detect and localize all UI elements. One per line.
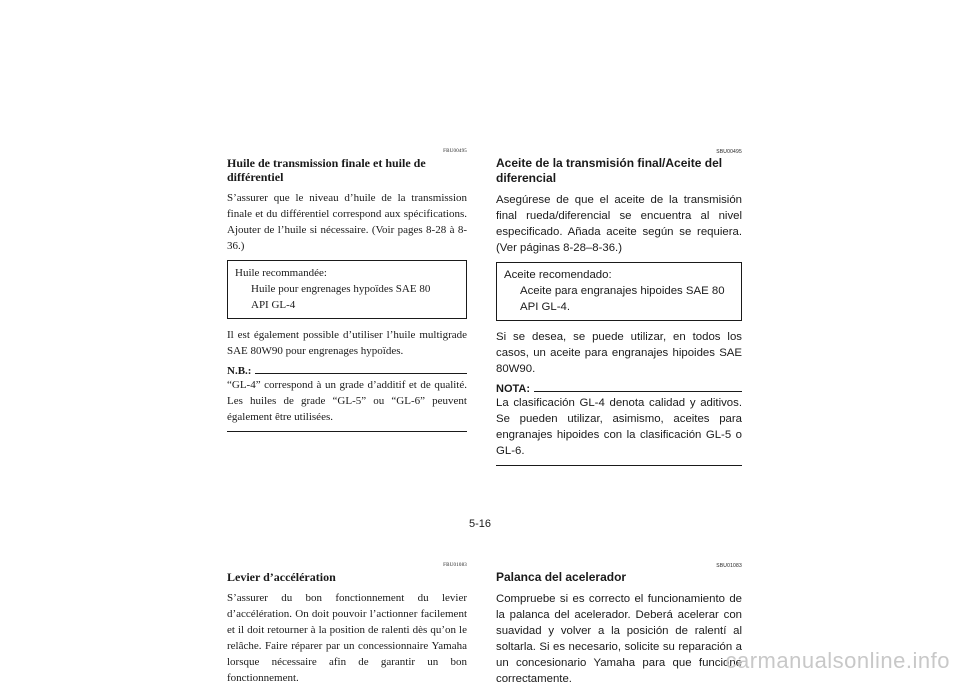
throttle-section-es [496, 562, 742, 693]
section-paragraph: Il est également possible d’utiliser l’huile multigrade SAE 80W90 pour engrenages hypoïdes. [227, 329, 467, 357]
french-column [227, 148, 467, 684]
section-heading: Aceite de la transmisión final/Aceite del diferencial [496, 156, 723, 185]
section-paragraph: Si se desea, se puede utilizar, en todos los casos, un aceite para engranajes hipoides SAE 80W90. [496, 331, 742, 375]
box-line: Aceite para engranajes hipoides SAE 80 [520, 285, 725, 297]
oil-section-fr [227, 148, 467, 432]
section-heading: Palanca del acelerador [496, 570, 627, 584]
section-paragraph: Asegúrese de que el aceite de la transmisión final rueda/diferencial se encuentra al nivel especificado. Añada aceite según se requiera. (Ver páginas 8-28–8-36.) [496, 194, 742, 254]
box-title: Aceite recomendado: [504, 269, 612, 281]
note-text: La clasificación GL-4 denota calidad y aditivos. Se pueden utilizar, asimismo, aceites para engranajes hipoides con la clasificación GL-5 o GL-6. [496, 397, 742, 457]
recommended-oil-box [496, 262, 742, 321]
spanish-column [496, 148, 742, 685]
section-code: SBU00495 [716, 149, 742, 155]
note-end-rule [496, 465, 742, 466]
note-text: “GL-4” correspond à un grade d’additif et de qualité. Les huiles de grade “GL-5” ou “GL-6” peuvent également être utilisées. [227, 379, 467, 423]
section-paragraph: S’assurer du bon fonctionnement du levier d’accélération. On doit pouvoir l’actionner facilement et il doit retourner à la position de ralenti dès qu’on le relâche. Faire réparer par un concessionnaire Yamaha lorsque nécessaire afin de garantir un bon fonctionnement. [227, 592, 467, 684]
throttle-section-fr [227, 562, 467, 692]
note-rule [255, 373, 467, 374]
oil-section-es [496, 148, 742, 466]
note-header [496, 383, 742, 395]
watermark: carmanualsonline.info [725, 648, 950, 673]
box-line: API GL-4 [251, 299, 296, 311]
box-line: Huile pour engrenages hypoïdes SAE 80 [251, 283, 431, 295]
section-code: FBU00495 [443, 149, 467, 154]
section-code: SBU01083 [716, 563, 742, 569]
recommended-oil-box [227, 260, 467, 319]
section-code: FBU01083 [443, 563, 467, 568]
section-paragraph: S’assurer que le niveau d’huile de la transmission finale et du différentiel correspond aux spécifications. Ajouter de l’huile si nécessaire. (Voir pages 8-28 à 8-36.) [227, 192, 467, 252]
note-end-rule [227, 431, 467, 432]
box-line: API GL-4. [520, 301, 571, 313]
note-rule [534, 391, 742, 392]
section-heading: Huile de transmission finale et huile de différentiel [227, 156, 426, 184]
section-heading: Levier d’accélération [227, 570, 336, 584]
note-header [227, 365, 467, 377]
box-title: Huile recommandée: [235, 267, 327, 279]
page-number: 5-16 [468, 518, 492, 530]
note-label: N.B.: [227, 365, 252, 377]
section-paragraph: Compruebe si es correcto el funcionamiento de la palanca del acelerador. Deberá acelerar con suavidad y volver a la posición de ralentí al soltarla. Si es necesario, solicite su reparación a un concesionario Yamaha para que funcione correctamente. [496, 593, 742, 685]
note-label: NOTA: [496, 383, 531, 395]
